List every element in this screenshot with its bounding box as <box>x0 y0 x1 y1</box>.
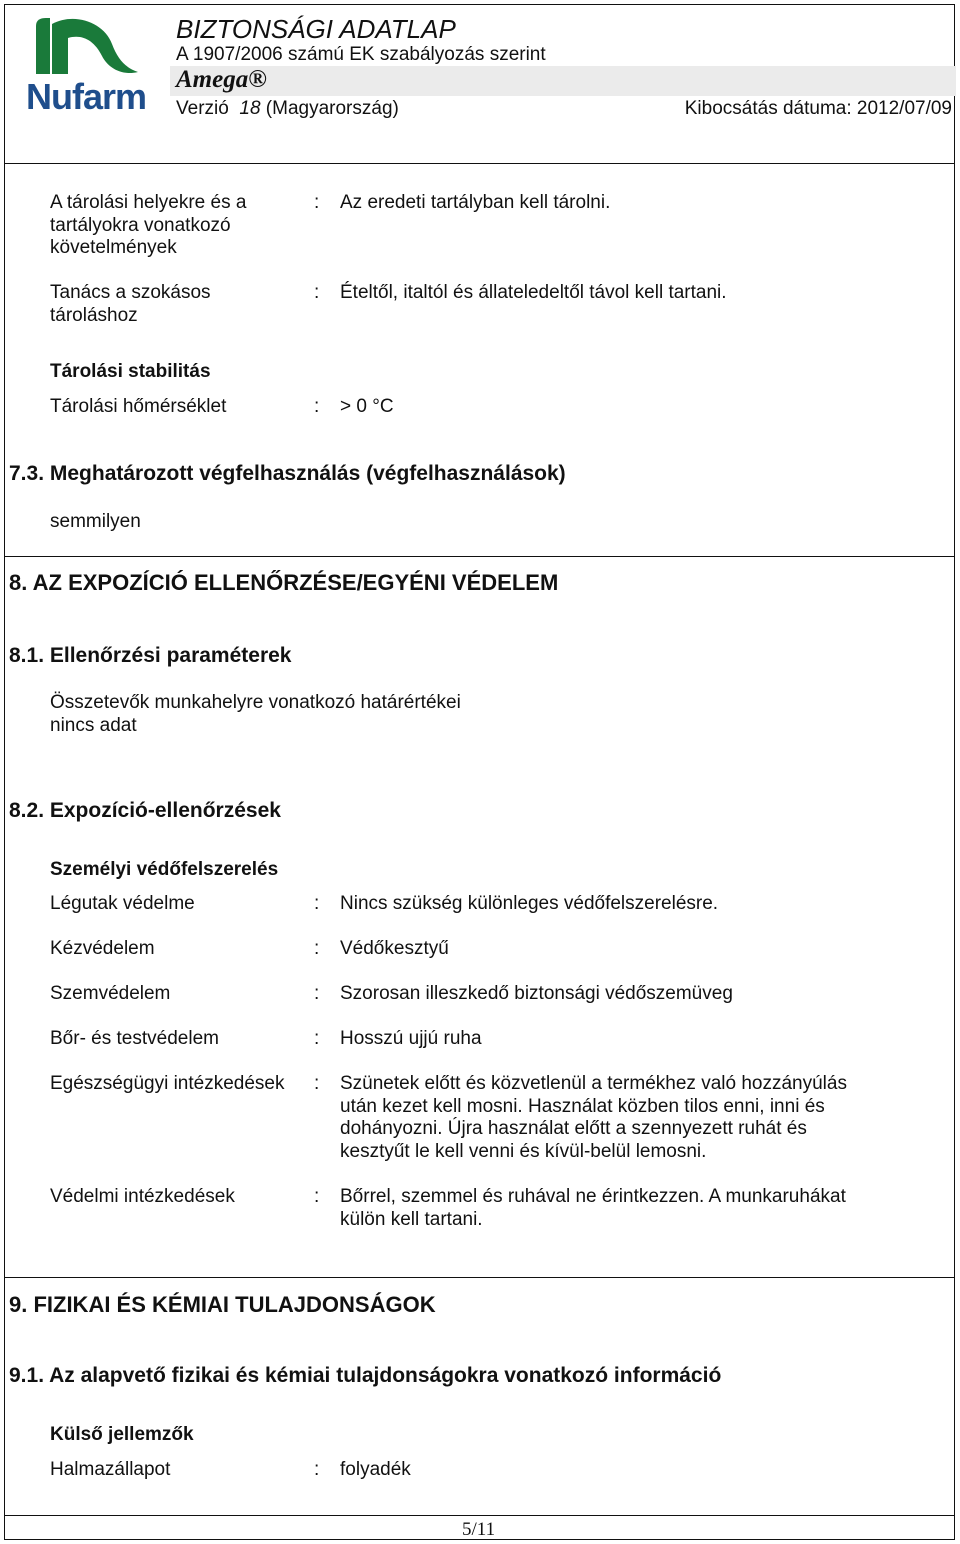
storage-requirements-value: Az eredeti tartályban kell tárolni. <box>340 192 611 213</box>
respiratory-protection-label: Légutak védelme <box>50 893 195 914</box>
colon: : <box>314 192 320 213</box>
section-8-2-heading: 8.2. Expozíció-ellenőrzések <box>9 799 281 822</box>
colon: : <box>314 1073 320 1094</box>
section-divider <box>4 1277 955 1278</box>
section-9-heading: 9. FIZIKAI ÉS KÉMIAI TULAJDONSÁGOK <box>9 1292 436 1317</box>
physical-state-value: folyadék <box>340 1459 411 1480</box>
regulation-text: A 1907/2006 számú EK szabályozás szerint <box>176 44 546 65</box>
colon: : <box>314 1186 320 1207</box>
hygiene-measures-label: Egészségügyi intézkedések <box>50 1073 285 1094</box>
appearance-heading: Külső jellemzők <box>50 1424 194 1445</box>
product-name: Amega® <box>176 66 267 93</box>
colon: : <box>314 938 320 959</box>
colon: : <box>314 282 320 303</box>
colon: : <box>314 1028 320 1049</box>
logo-text: Nufarm <box>26 76 147 117</box>
issue-date: Kibocsátás dátuma: 2012/07/09 <box>684 98 952 119</box>
section-8-1-heading: 8.1. Ellenőrzési paraméterek <box>9 644 292 667</box>
section-divider <box>4 556 955 557</box>
document-title: BIZTONSÁGI ADATLAP <box>176 14 456 44</box>
product-band <box>170 66 956 96</box>
version-line <box>176 98 399 120</box>
section-7-3-heading: 7.3. Meghatározott végfelhasználás (végfelhasználások) <box>9 462 566 485</box>
storage-temperature-label: Tárolási hőmérséklet <box>50 396 227 417</box>
protective-measures-value: Bőrrel, szemmel és ruhával ne érintkezzen. A munkaruhákat külön kell tartani. <box>340 1186 846 1230</box>
version-country: (Magyarország) <box>265 98 399 119</box>
version-label: Verzió <box>176 98 229 119</box>
protective-measures-label: Védelmi intézkedések <box>50 1186 235 1207</box>
skin-protection-value: Hosszú ujjú ruha <box>340 1028 482 1049</box>
section-9-1-heading: 9.1. Az alapvető fizikai és kémiai tulajdonságokra vonatkozó információ <box>9 1364 722 1387</box>
colon: : <box>314 983 320 1004</box>
storage-advice-value: Ételtől, italtól és állateledeltől távol kell tartani. <box>340 282 727 303</box>
respiratory-protection-value: Nincs szükség különleges védőfelszerelésre. <box>340 893 719 914</box>
colon: : <box>314 1459 320 1480</box>
hygiene-measures-value: Szünetek előtt és közvetlenül a termékhez való hozzányúlás után kezet kell mosni. Használat közben tilos enni, inni és dohányozni. Újra használat előtt a szennyezett ruhát és kesztyűt le kell venni és kívül-belül lemosni. <box>340 1073 847 1162</box>
section-8-1-line1: Összetevők munkahelyre vonatkozó határértékei <box>50 692 461 713</box>
eye-protection-value: Szorosan illeszkedő biztonsági védőszemüveg <box>340 983 733 1004</box>
storage-temperature-value: > 0 °C <box>340 396 394 417</box>
storage-stability-heading: Tárolási stabilitás <box>50 361 211 382</box>
colon: : <box>314 893 320 914</box>
footer-divider <box>4 1515 955 1516</box>
eye-protection-label: Szemvédelem <box>50 983 171 1004</box>
section-7-3-text: semmilyen <box>50 511 141 532</box>
page-number: 5/11 <box>462 1519 496 1540</box>
physical-state-label: Halmazállapot <box>50 1459 171 1480</box>
ppe-heading: Személyi védőfelszerelés <box>50 859 279 880</box>
hand-protection-value: Védőkesztyű <box>340 938 449 959</box>
hand-protection-label: Kézvédelem <box>50 938 155 959</box>
section-8-heading: 8. AZ EXPOZÍCIÓ ELLENŐRZÉSE/EGYÉNI VÉDELEM <box>9 570 559 595</box>
skin-protection-label: Bőr- és testvédelem <box>50 1028 219 1049</box>
storage-advice-label: Tanács a szokásos tároláshoz <box>50 282 211 326</box>
section-8-1-line2: nincs adat <box>50 715 137 736</box>
header-divider <box>4 163 955 164</box>
colon: : <box>314 396 320 417</box>
storage-requirements-label: A tárolási helyekre és a tartályokra vonatkozó követelmények <box>50 192 247 258</box>
version-number: 18 <box>239 98 261 119</box>
